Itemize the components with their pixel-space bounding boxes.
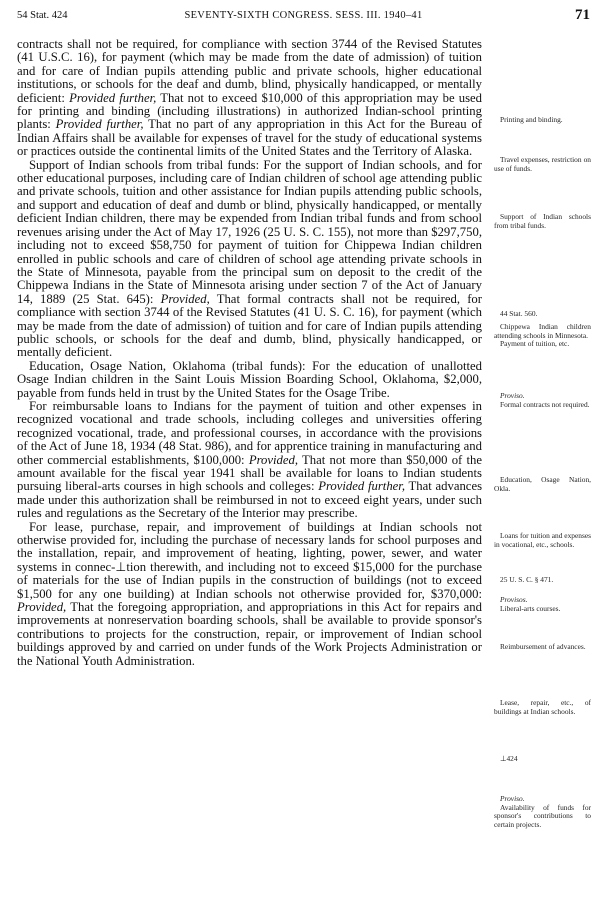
- paragraph-buildings: For lease, purchase, repair, and improvement of buildings at Indian schools not otherwise provided for, including the purchase of necessary lands for school purposes and the installation, repair, and improvement of heating, lighting, power, sewer, and water systems in connec-⊥tion therewith, and including not to exceed $15,000 for the purchase of materials for the use of Indian pupils in the construction of buildings (not to exceed $1,500 for any one building) at Indian schools not otherwise provided for, $370,000: Provided, That the foregoing appropriation, and appropriations in this Act for repairs and improvements at nonreservation boarding schools, shall be available to provide sponsor's contributions to projects for the construction, repair, or improvement of Indian school buildings approved by and carried on under funds of the Work Projects Administration or the National Youth Administration.: [17, 519, 482, 668]
- running-header: [17, 8, 590, 26]
- main-text-column: [17, 38, 482, 668]
- margin-note-travel: Travel expenses, restriction on use of funds.: [494, 155, 591, 173]
- margin-note-osage: Education, Osage Nation, Okla.: [494, 475, 591, 493]
- margin-note-proviso-sponsor: Proviso. Availability of funds for sponsor's contributions to certain projects.: [494, 794, 591, 829]
- paragraph-contracts: contracts shall not be required, for compliance with section 3744 of the Revised Statutes (41 U.S.C. 16), for payment (which may be made from the date of admission) of tuition and for care of Indian pupils attending public and private schools, higher educational institutions, or schools for the deaf and dumb, blind, physically handicapped, or mentally deficient: Provided further, That not to exceed $10,000 of this appropriation may be used for printing and binding (including illustrations) in authorized Indian-school printing plants: Provided further, That no part of any appropriation in this Act for the Bureau of Indian Affairs shall be available for expenses of travel for the study of educational systems or practices outside the continental limits of the United States and the Territory of Alaska.: [17, 37, 482, 159]
- paragraph-loans: For reimbursable loans to Indians for the payment of tuition and other expenses in recognized vocational and trade schools, including colleges and universities offering recognized vocational, trade, and professional courses, in accordance with the provisions of the Act of June 18, 1934 (48 Stat. 986), and for apprentice training in manufacturing and other commercial establishments, $100,000: Provided, That not more than $50,000 of the amount available for the fiscal year 1941 shall be available for loans to Indian students pursuing liberal-arts courses in high schools and colleges: Provided further, That advances made under this authorization shall be reimbursed in not to exceed eight years, under such rules and regulations as the Secretary of the Interior may prescribe.: [17, 398, 483, 521]
- statute-citation: 54 Stat. 424: [17, 10, 68, 21]
- margin-note-lease: Lease, repair, etc., of buildings at Indian schools.: [494, 698, 591, 716]
- margin-note-support: Support of Indian schools from tribal funds.: [494, 212, 591, 230]
- margin-note-chippewa: Chippewa Indian children attending schools in Minnesota. Payment of tuition, etc.: [494, 322, 591, 349]
- margin-note-stat560: 44 Stat. 560.: [500, 309, 538, 318]
- margin-note-provisos: Provisos. Liberal-arts courses.: [500, 595, 561, 613]
- margin-note-reimbursement: Reimbursement of advances.: [500, 642, 586, 651]
- margin-note-page-424: ⊥424: [500, 754, 518, 763]
- margin-note-proviso-formal: Proviso. Formal contracts not required.: [500, 391, 590, 409]
- paragraph-tribal-funds: Support of Indian schools from tribal funds: For the support of Indian schools, and for other educational purposes, including care of Indian children of school age attending public and private schools, tuition and other assistance for Indian pupils attending public schools, and support and education of deaf and dumb or blind, physically handicapped, or mentally deficient Indian children, there may be expended from Indian tribal funds and from school revenues arising under the Act of May 17, 1926 (25 U. S. C. 155), not more than $297,750, including not to exceed $58,750 for payment of tuition for Chippewa Indian children enrolled in public schools and care of children of school age attending private schools in the State of Minnesota, payable from the principal sum on deposit to the credit of the Chippewa Indians in the State of Minnesota arising under section 7 of the Act of January 14, 1889 (25 Stat. 645): Provided, That formal contracts shall not be required, for compliance with section 3744 of the Revised Statutes (41 U. S. C. 16), for payment (which may be made from the date of admission) of tuition and for care of Indian pupils attending public schools, or schools for the deaf and dumb, blind, physically handicapped, or mentally deficient.: [17, 157, 482, 360]
- margin-note-usc471: 25 U. S. C. § 471.: [500, 575, 554, 584]
- paragraph-osage: Education, Osage Nation, Oklahoma (tribal funds): For the education of unallotted Osage Indian children in the Saint Louis Mission Boarding School, Oklahoma, $2,000, payable from funds held in trust by the United States for the Osage Tribe.: [17, 358, 482, 400]
- page-number: 71: [575, 7, 590, 23]
- margin-note-printing: Printing and binding.: [500, 115, 563, 124]
- congress-session-title: SEVENTY-SIXTH CONGRESS. SESS. III. 1940–41: [184, 10, 423, 21]
- margin-note-loans: Loans for tuition and expenses in vocational, etc., schools.: [494, 531, 591, 549]
